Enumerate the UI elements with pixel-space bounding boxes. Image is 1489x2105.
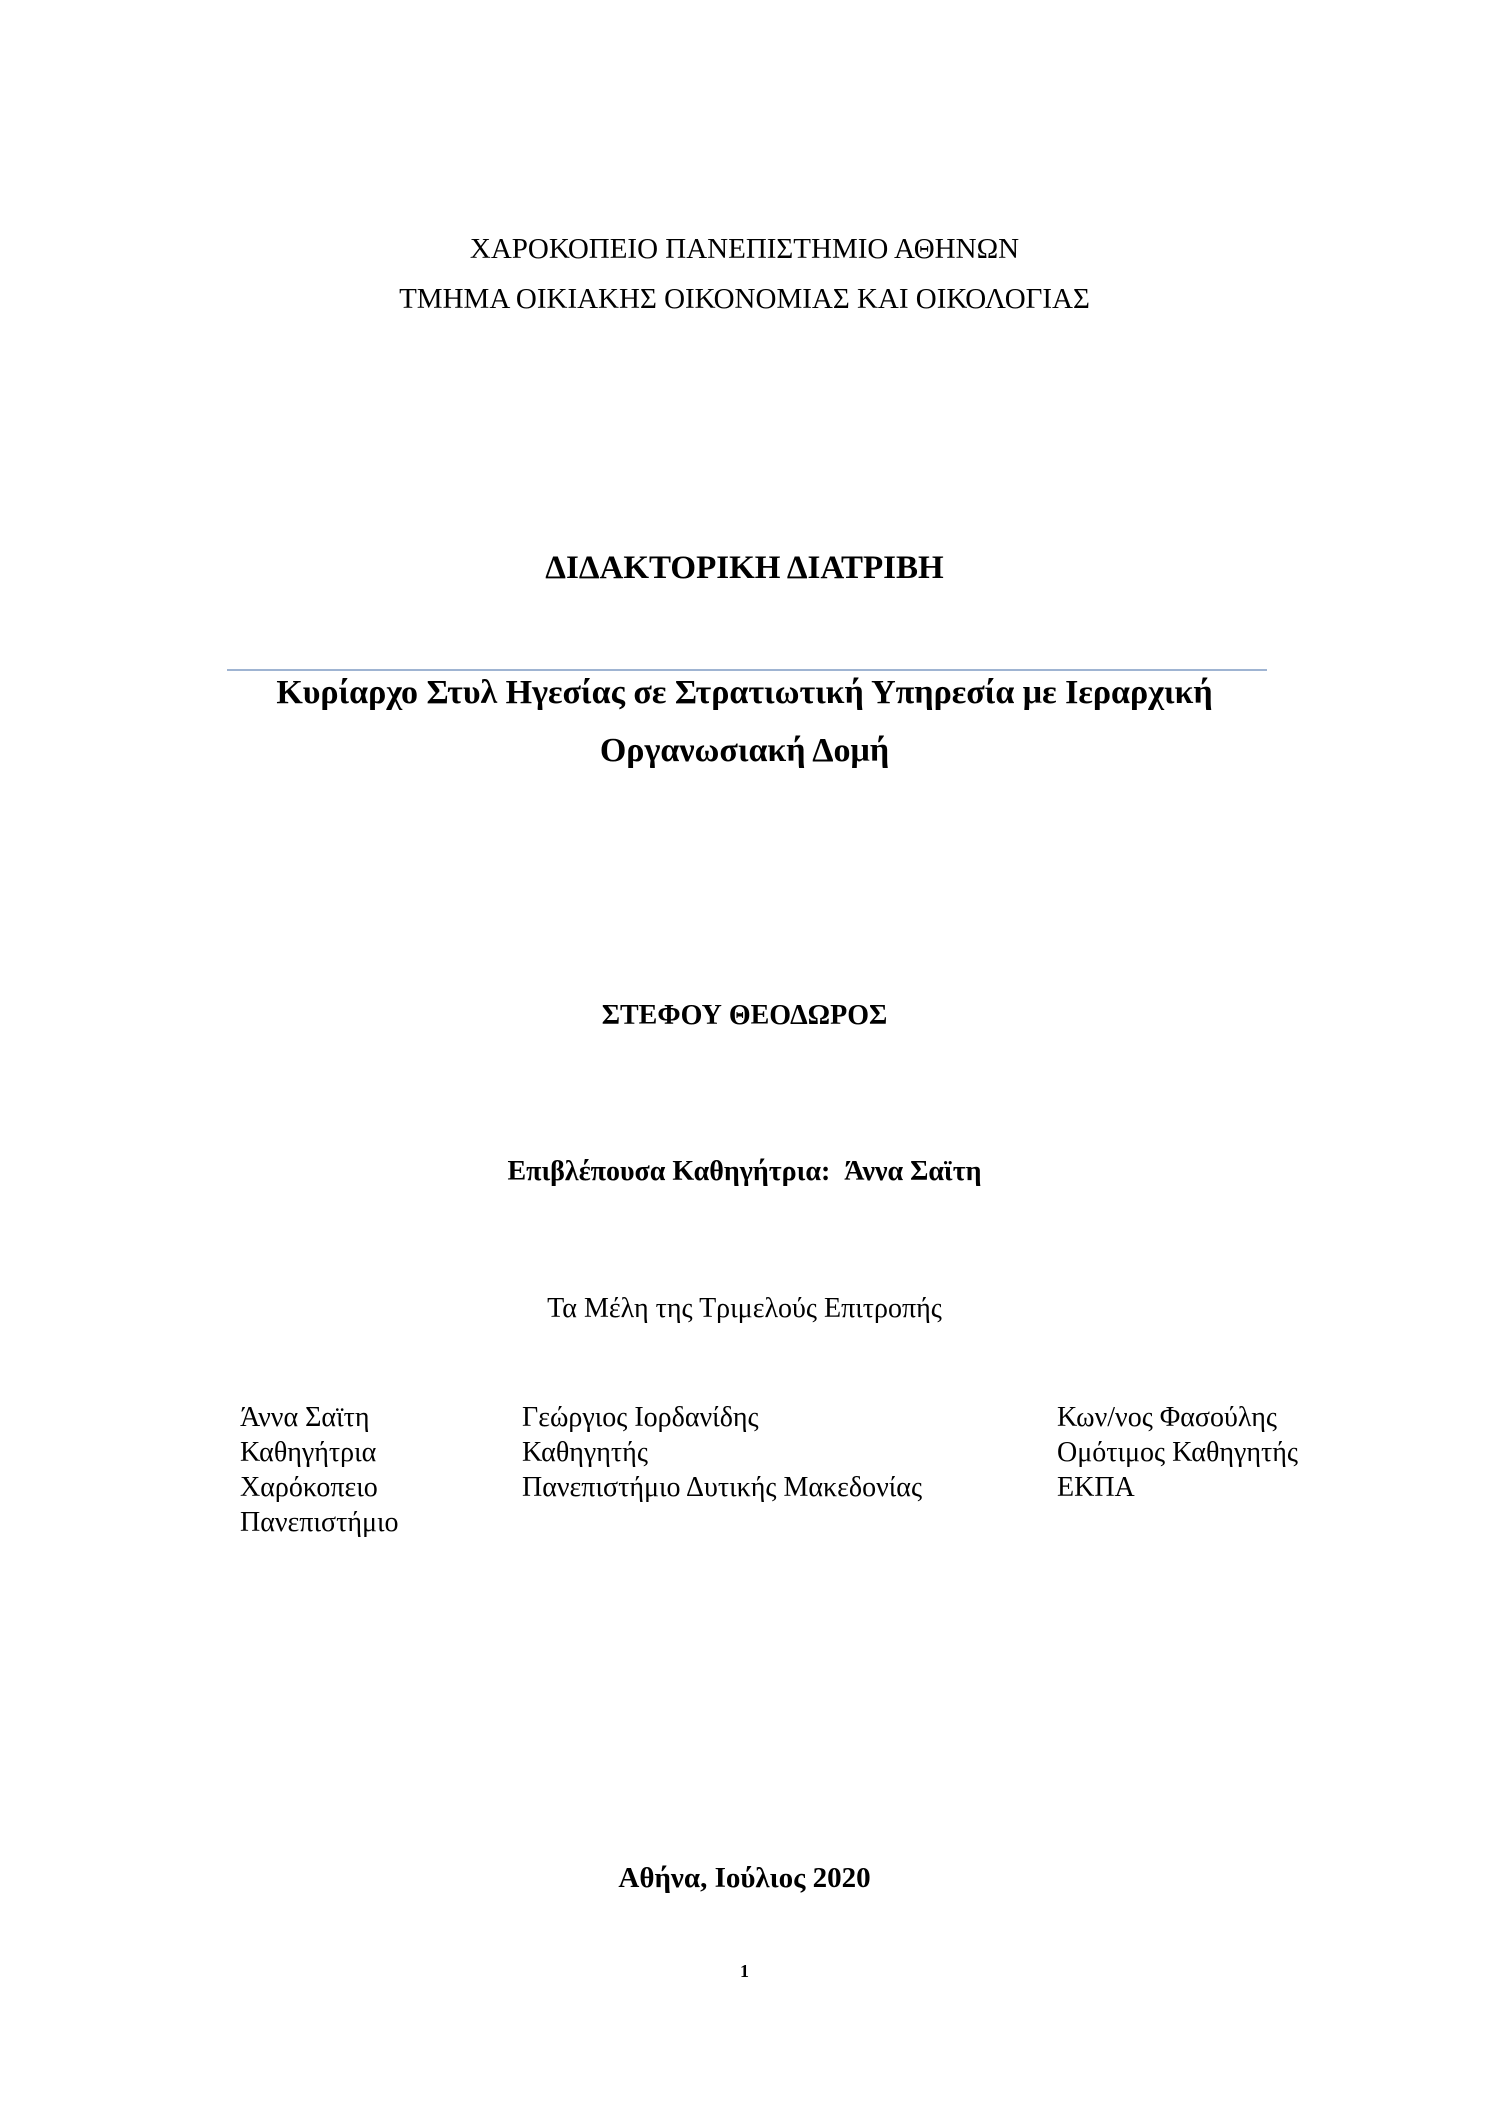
member-name: Κων/νος Φασούλης	[1057, 1402, 1277, 1433]
member-name: Γεώργιος Ιορδανίδης	[522, 1402, 759, 1433]
member-institution-cont: Πανεπιστήμιο	[240, 1507, 399, 1538]
thesis-title-line-1: Κυρίαρχο Στυλ Ηγεσίας σε Στρατιωτική Υπηρεσία με Ιεραρχική	[276, 674, 1213, 711]
member-institution: Πανεπιστήμιο Δυτικής Μακεδονίας	[522, 1472, 923, 1503]
member-institution: ΕΚΠΑ	[1057, 1472, 1135, 1503]
member-role: Καθηγήτρια	[240, 1437, 377, 1468]
document-type: ΔΙΔΑΚΤΟΡΙΚΗ ΔΙΑΤΡΙΒΗ	[545, 550, 944, 586]
supervisor-name: Άννα Σαϊτη	[844, 1156, 982, 1187]
place-and-date: Αθήνα, Ιούλιος 2020	[618, 1862, 871, 1894]
page-number: 1	[740, 1961, 749, 1981]
member-role: Ομότιμος Καθηγητής	[1057, 1437, 1299, 1468]
member-role: Καθηγητής	[522, 1437, 648, 1468]
committee-member	[1057, 1400, 1457, 1505]
thesis-title-line-2: Οργανωσιακή Δομή	[599, 732, 890, 769]
committee-member	[522, 1400, 1022, 1505]
supervisor-label: Επιβλέπουσα Καθηγήτρια:	[507, 1156, 831, 1187]
title-divider	[227, 669, 1267, 671]
member-name: Άννα Σαϊτη	[240, 1402, 370, 1433]
author-name: ΣΤΕΦΟΥ ΘΕΟΔΩΡΟΣ	[601, 1000, 888, 1031]
committee-member	[240, 1400, 490, 1540]
department-name: ΤΜΗΜΑ ΟΙΚΙΑΚΗΣ ΟΙΚΟΝΟΜΙΑΣ ΚΑΙ ΟΙΚΟΛΟΓΙΑΣ	[399, 283, 1090, 315]
supervisor	[0, 1156, 1489, 1188]
university-name: ΧΑΡΟΚΟΠΕΙΟ ΠΑΝΕΠΙΣΤΗΜΙΟ ΑΘΗΝΩΝ	[469, 233, 1020, 265]
member-institution: Χαρόκοπειο	[240, 1472, 378, 1503]
committee-heading: Τα Μέλη της Τριμελούς Επιτροπής	[547, 1293, 942, 1324]
